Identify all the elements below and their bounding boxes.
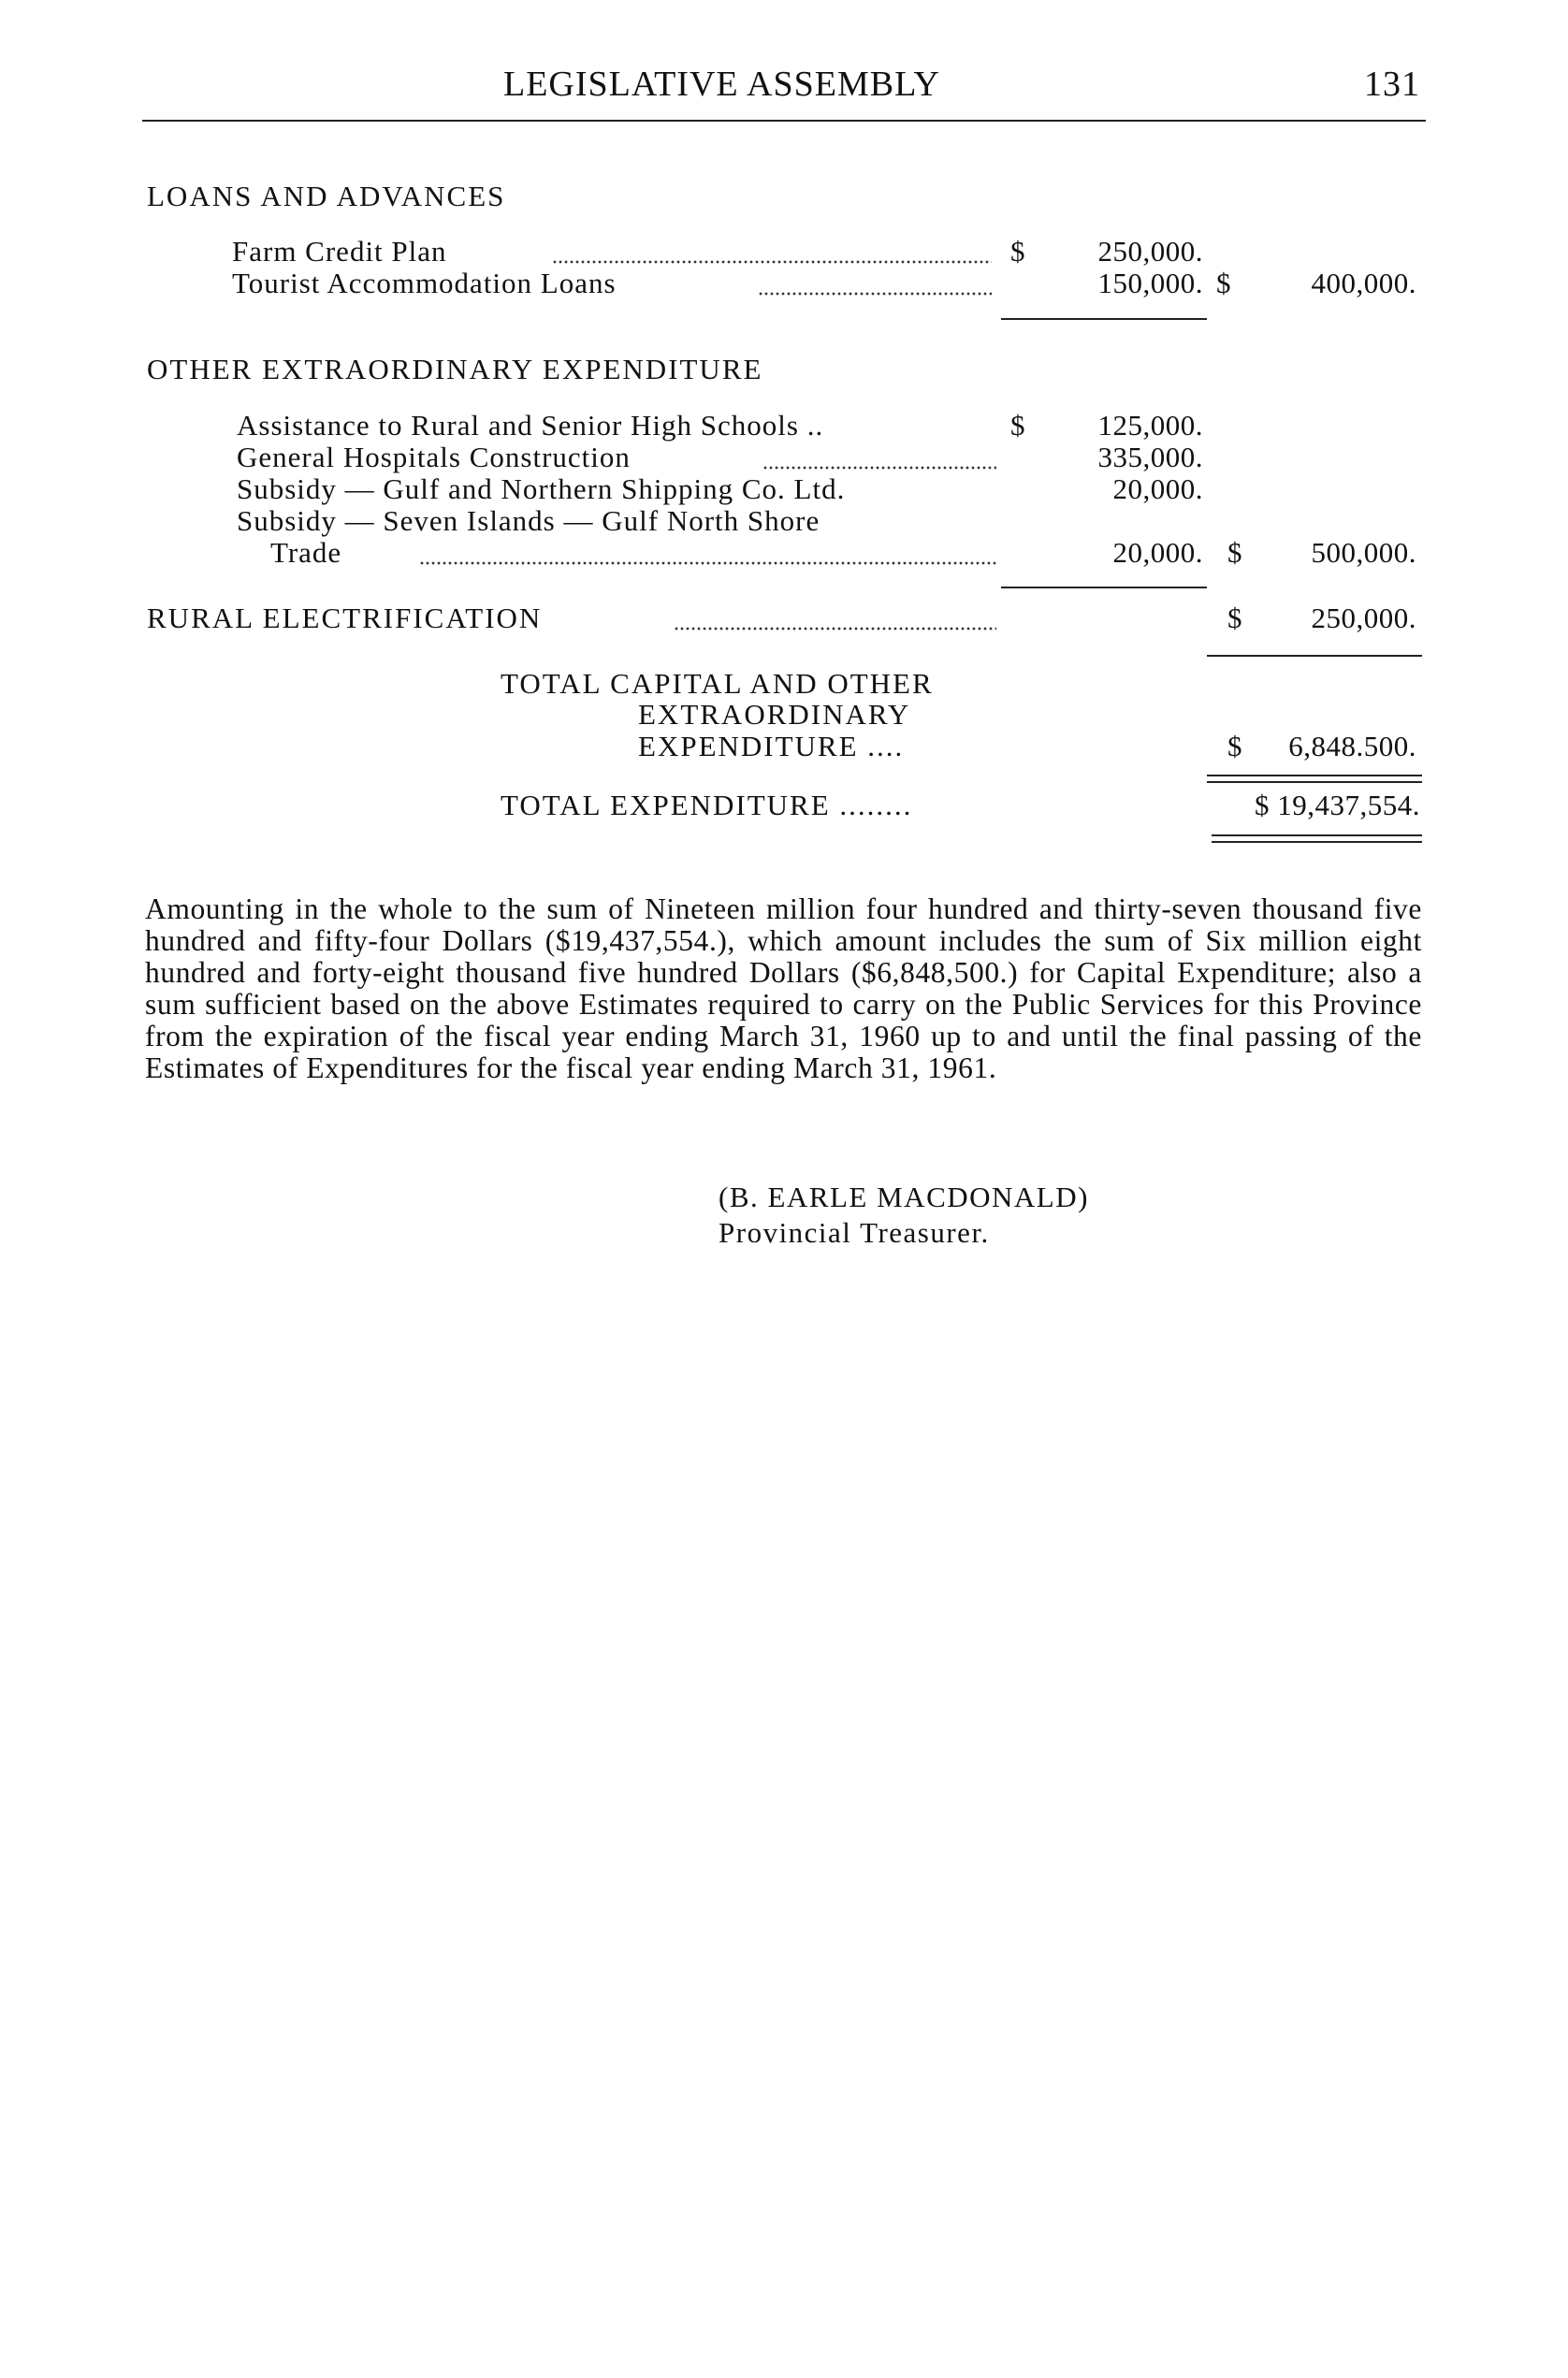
total-capital-label-line2: EXTRAORDINARY bbox=[638, 698, 911, 731]
double-rule-top bbox=[1212, 834, 1422, 836]
line-item-label: Tourist Accommodation Loans bbox=[232, 267, 617, 299]
double-rule-bottom bbox=[1207, 781, 1422, 783]
section-total: 250,000. bbox=[1311, 602, 1416, 634]
leader-dots bbox=[762, 466, 996, 470]
line-item-label: Farm Credit Plan bbox=[232, 235, 447, 268]
section-heading-rural: RURAL ELECTRIFICATION bbox=[147, 602, 543, 634]
double-rule-bottom bbox=[1212, 841, 1422, 843]
dollar-sign: $ bbox=[1227, 536, 1243, 569]
line-item-label: Assistance to Rural and Senior High Schools .. bbox=[237, 409, 824, 442]
dollar-sign: $ bbox=[1227, 602, 1243, 634]
dollar-sign: $ bbox=[1227, 730, 1243, 762]
line-item-amount: 150,000. bbox=[1097, 267, 1203, 299]
section-total: 400,000. bbox=[1311, 267, 1416, 299]
line-item-amount: 335,000. bbox=[1097, 441, 1203, 473]
total-capital-label-line3: EXPENDITURE .... bbox=[638, 730, 905, 762]
section-heading-other: OTHER EXTRAORDINARY EXPENDITURE bbox=[147, 353, 763, 385]
total-expenditure-label: TOTAL EXPENDITURE ........ bbox=[501, 789, 913, 821]
total-capital-label-line1: TOTAL CAPITAL AND OTHER bbox=[501, 667, 934, 700]
dollar-sign: $ bbox=[1216, 267, 1232, 299]
line-item-amount: 250,000. bbox=[1097, 235, 1203, 268]
line-item-label: Subsidy — Seven Islands — Gulf North Shore bbox=[237, 504, 820, 537]
subtotal-rule bbox=[1001, 318, 1207, 320]
header-rule bbox=[142, 120, 1426, 122]
line-item-label: Subsidy — Gulf and Northern Shipping Co. Ltd. bbox=[237, 472, 846, 505]
line-item-label: General Hospitals Construction bbox=[237, 441, 631, 473]
line-item-amount: 20,000. bbox=[1112, 472, 1203, 505]
page-number: 131 bbox=[1364, 65, 1420, 104]
closing-paragraph: Amounting in the whole to the sum of Nineteen million four hundred and thirty-seven thousand five hundred and fifty-four Dollars ($19,437,554.), which amount includes the sum of Six million eight hundred and forty-eight thousand five hundred Dollars ($6,848,500.) for Capital Expenditure; also a sum sufficient based on the above Estimates required to carry on the Public Services for this Province from the expiration of the fiscal year ending March 31, 1960 up to and until the final passing of the Estimates of Expenditures for the fiscal year ending March 31, 1961. bbox=[145, 892, 1422, 1084]
dollar-sign: $ bbox=[1010, 235, 1026, 268]
section-total: 500,000. bbox=[1311, 536, 1416, 569]
total-rule bbox=[1207, 655, 1422, 657]
leader-dots bbox=[758, 292, 992, 296]
line-item-amount: 125,000. bbox=[1097, 409, 1203, 442]
leader-dots bbox=[419, 561, 996, 565]
dollar-sign: $ bbox=[1010, 409, 1026, 442]
leader-dots bbox=[552, 260, 992, 264]
line-item-amount: 20,000. bbox=[1112, 536, 1203, 569]
leader-dots bbox=[674, 627, 996, 631]
total-capital-amount: 6,848.500. bbox=[1288, 730, 1416, 762]
line-item-label-continued: Trade bbox=[270, 536, 342, 569]
double-rule-top bbox=[1207, 775, 1422, 776]
total-expenditure-amount: $ 19,437,554. bbox=[1255, 789, 1420, 821]
signatory-name: (B. EARLE MACDONALD) bbox=[719, 1181, 1089, 1213]
running-header-title: LEGISLATIVE ASSEMBLY bbox=[503, 65, 940, 104]
signatory-title: Provincial Treasurer. bbox=[719, 1216, 990, 1249]
section-heading-loans: LOANS AND ADVANCES bbox=[147, 180, 506, 212]
subtotal-rule bbox=[1001, 587, 1207, 588]
